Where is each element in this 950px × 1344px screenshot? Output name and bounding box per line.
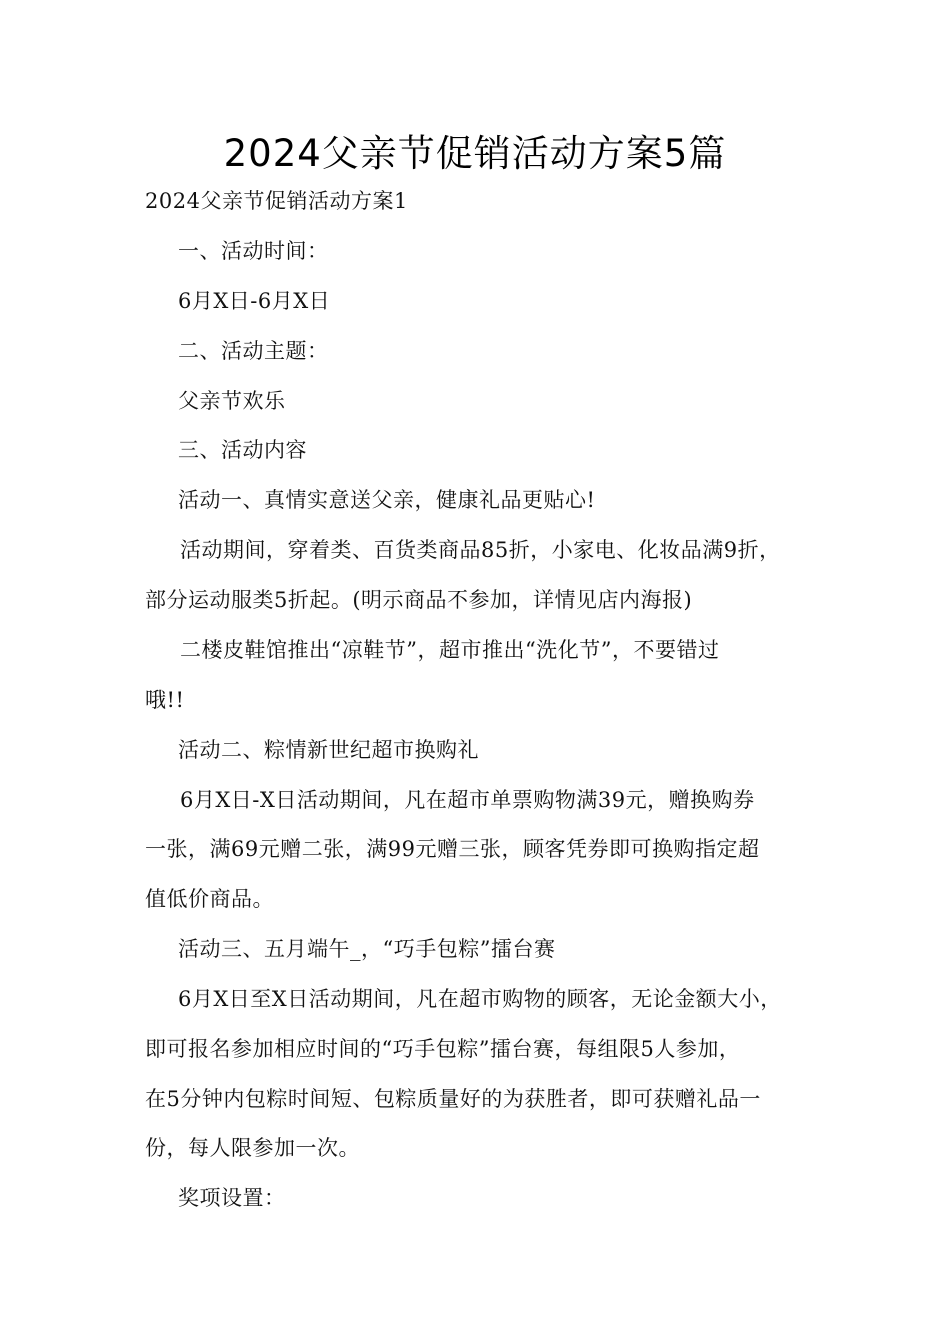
paragraph-line: 一、活动时间： [178,239,329,263]
section-heading: 2024父亲节促销活动方案1 [145,189,408,213]
paragraph-line: 二楼皮鞋馆推出“凉鞋节”，超市推出“洗化节”，不要错过 [180,638,720,662]
paragraph-line: 父亲节欢乐 [178,389,286,413]
paragraph-line: 二、活动主题： [178,339,329,363]
paragraph-line: 活动三、五月端午_，“巧手包粽”擂台赛 [178,937,556,961]
paragraph-line: 哦!! [145,688,185,712]
paragraph-line: 活动二、粽情新世纪超市换购礼 [178,738,479,762]
paragraph-line: 三、活动内容 [178,438,307,462]
paragraph-line: 部分运动服类5折起。(明示商品不参加，详情见店内海报) [145,588,693,612]
paragraph-line: 6月X日至X日活动期间，凡在超市购物的顾客，无论金额大小， [178,987,782,1011]
document-title: 2024父亲节促销活动方案5篇 [223,132,727,175]
paragraph-line: 6月X日-6月X日 [178,289,331,313]
paragraph-line: 一张，满69元赠二张，满99元赠三张，顾客凭券即可换购指定超 [145,837,760,861]
paragraph-line: 活动一、真情实意送父亲，健康礼品更贴心! [178,488,596,512]
paragraph-line: 即可报名参加相应时间的“巧手包粽”擂台赛，每组限5人参加， [145,1037,741,1061]
paragraph-line: 6月X日-X日活动期间，凡在超市单票购物满39元，赠换购券 [180,788,755,812]
paragraph-line: 活动期间，穿着类、百货类商品85折，小家电、化妆品满9折， [180,538,781,562]
paragraph-line: 在5分钟内包粽时间短、包粽质量好的为获胜者，即可获赠礼品一 [145,1087,761,1111]
paragraph-line: 份，每人限参加一次。 [145,1136,360,1160]
paragraph-line: 奖项设置： [178,1186,286,1210]
paragraph-line: 值低价商品。 [145,887,274,911]
